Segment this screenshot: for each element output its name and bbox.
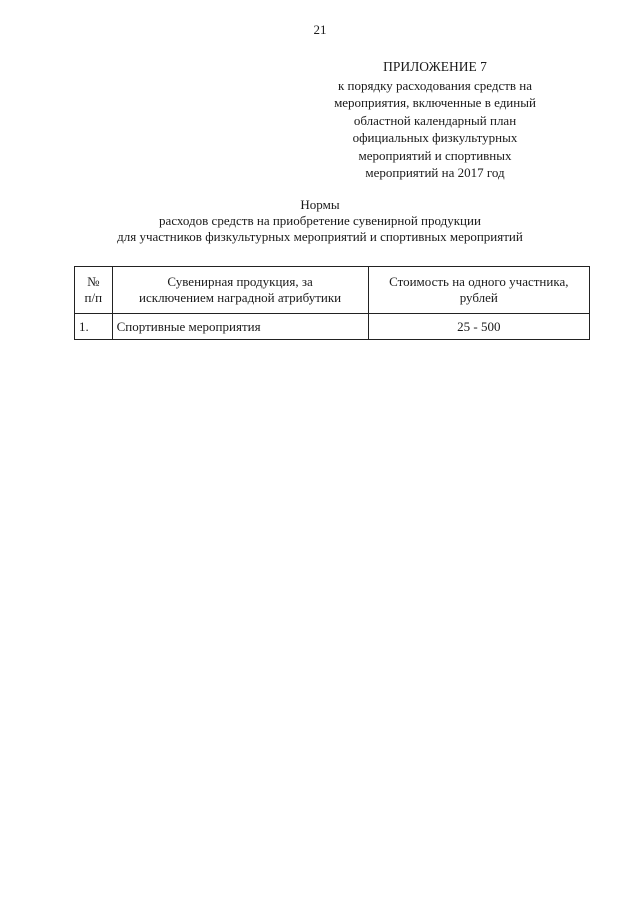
- appendix-line: официальных физкультурных: [352, 130, 518, 145]
- appendix-line: мероприятий и спортивных: [358, 147, 512, 163]
- table-header-row: [75, 267, 590, 314]
- page-number: 21: [313, 22, 327, 37]
- table-row: [75, 314, 590, 340]
- norms-heading: Нормы: [300, 197, 340, 212]
- header-number-line: №: [87, 274, 100, 289]
- header-cost-line: Стоимость на одного участника,: [389, 274, 569, 289]
- header-number-line: п/п: [84, 290, 103, 305]
- header-product-line: исключением наградной атрибутики: [139, 290, 342, 305]
- row-product: Спортивные мероприятия: [112, 314, 368, 340]
- header-product: [112, 267, 368, 314]
- appendix-line: к порядку расходования средств на: [337, 77, 533, 93]
- norms-subtitle-line: расходов средств на приобретение сувенирной продукции: [159, 213, 481, 228]
- appendix-title: ПРИЛОЖЕНИЕ 7: [383, 59, 487, 74]
- norms-table: [74, 266, 590, 340]
- header-number: [75, 267, 113, 314]
- norms-heading-block: [0, 197, 640, 245]
- appendix-line: областной календарный план: [353, 112, 517, 128]
- header-product-line: Сувенирная продукция, за: [167, 274, 313, 289]
- appendix-block: [310, 58, 560, 182]
- appendix-line: мероприятий на 2017 год: [365, 165, 505, 180]
- header-cost: [368, 267, 589, 314]
- appendix-line: мероприятия, включенные в единый: [334, 95, 536, 110]
- norms-subtitle-line: для участников физкультурных мероприятий и спортивных мероприятий: [117, 229, 523, 244]
- row-cost: 25 - 500: [368, 314, 589, 340]
- row-number: 1.: [75, 314, 113, 340]
- header-cost-line: рублей: [459, 290, 498, 305]
